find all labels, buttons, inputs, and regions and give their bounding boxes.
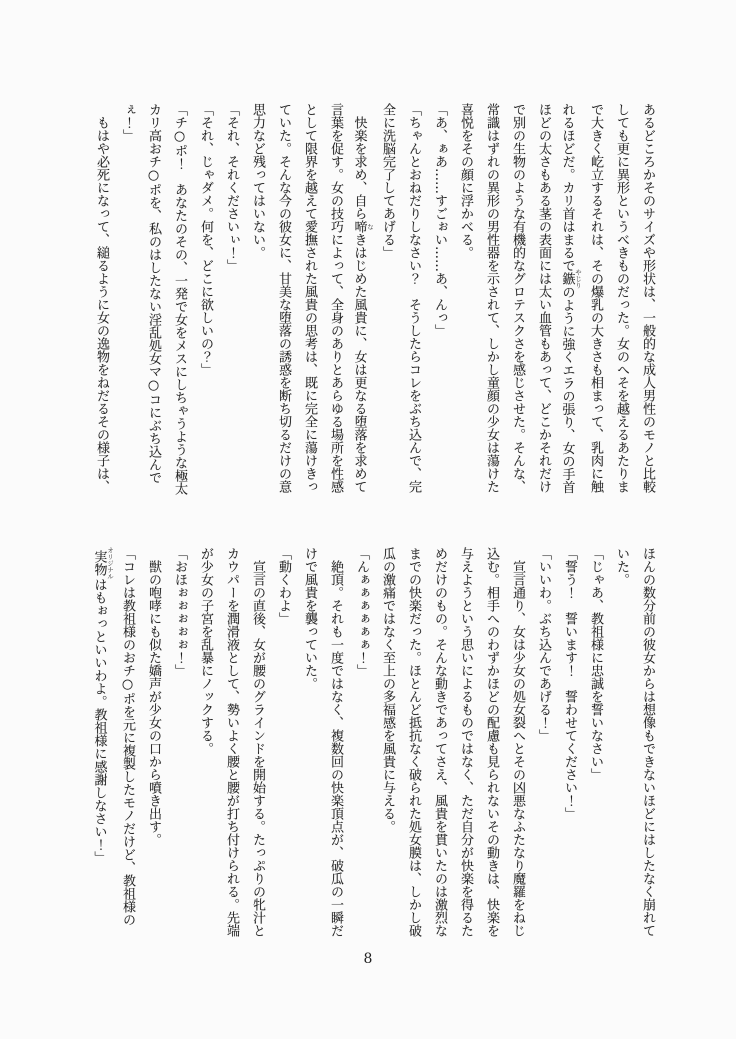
text-line: 「いいわ。ぶち込んであげる！」	[536, 547, 551, 742]
text-line: カリ高おチ○ポを、私のはしたない淫乱処女マ○コにぶち込んで	[146, 103, 161, 484]
text-line: 「それ、それくださいぃ！」	[224, 103, 239, 272]
text-line: いた。	[614, 547, 629, 586]
ruby-annotated-word: 啼 な	[351, 220, 374, 233]
text-line: めだけのもの。そんな動きであってさえ、風貴を貫いたのは激烈な	[432, 547, 447, 937]
text-line: 全に洗脳完了してあげる」	[380, 103, 395, 259]
text-line: ていた。そんな今の彼女に、甘美な堕落の誘惑を断ち切るだけの意	[276, 103, 291, 493]
ruby-annotated-word: 鏃 やじり	[559, 269, 582, 289]
text-line: 込む。相手へのわずかほどの配慮も見られないその動きは、快楽を	[484, 547, 499, 937]
text-line: 「あ、ぁあ……すごぉい……あ、んっ」	[432, 103, 447, 337]
text-line: 宣言通り、女は少女の処女裂へとその凶悪なふたなり魔羅をねじ	[510, 560, 525, 937]
text-line: カウパーを潤滑液として、勢いよく腰と腰が打ち付けられる。先端	[224, 547, 239, 937]
text-line: 快楽を求め、自ら啼 なきはじめた風貴に、女は更なる堕落を求めて	[351, 116, 374, 493]
text-line: 「んぁぁぁぁぁぁ！」	[354, 547, 369, 677]
page-number: 8	[363, 951, 373, 967]
text-line: れるほどだ。カリ首はまるで鏃 やじりのように強くエラの張り、女の手首	[559, 103, 582, 494]
text-line: 獣の咆哮にも似た嬌声が少女の口から噴き出す。	[146, 560, 161, 846]
text-line: あるどころかそのサイズや形状は、一般的な成人男性のモノと比較	[640, 103, 655, 493]
text-line: ほんの数分前の彼女からは想像もできないほどにはしたなく崩れて	[640, 547, 655, 937]
text-line: 「おほぉぉぉぉぉ！」	[172, 547, 187, 677]
bottom-text-block	[88, 547, 660, 937]
text-line: 「チ○ポ！ あなたのその、一発で女をメスにしちゃうような極太	[172, 103, 187, 495]
text-line: 宣言の直後、女が腰のグラインドを開始する。たっぷりの牝汁と	[250, 560, 265, 937]
text-line: 「コレは教祖様のおチ○ポを元に複製したモノだけど、教祖様の	[120, 547, 135, 926]
text-line: 「ちゃんとおねだりしなさい？ そうしたらコレをぶち込んで、完	[406, 103, 421, 493]
text-line: ほどの太さもある茎の表面には太い血管もあって、どこかそれだけ	[536, 103, 551, 493]
text-line: 思力など残ってはいない。	[250, 103, 265, 259]
text-line: 常識はずれの異形の男性器を示されて、しかし童顔の少女は蕩けた	[484, 103, 499, 493]
text-line: しても更に異形というべきものだった。女のへそを越えるあたりま	[614, 103, 629, 493]
text-line: もはや必死になって、縋るように女の逸物をねだるその様子は、	[94, 116, 109, 493]
text-line: 実物 オリジナルはもぉっといいわよ。教祖様に感謝しなさい！」	[91, 547, 114, 864]
text-line: で別の生物のような有機的なグロテスクさを感じさせた。そんな、	[510, 103, 525, 493]
text-line: で大きく屹立するそれは、その爆乳の大きさも相まって、乳肉に触	[588, 103, 603, 493]
top-text-block	[88, 103, 660, 493]
text-line: 絶頂。それも一度ではなく、複数回の快楽頂点が、破瓜の一瞬だ	[328, 560, 343, 937]
ruby-annotated-word: 実物 オリジナル	[91, 547, 114, 580]
text-line: までの快楽だった。ほとんど抵抗なく破られた処女膜は、しかし破	[406, 547, 421, 937]
text-line: 言葉を促す。女の技巧によって、全身のありとあらゆる場所を性感	[328, 103, 343, 493]
text-line: 与えようという思いによるものではなく、ただ自分が快楽を得るた	[458, 547, 473, 937]
text-line: けで風貴を襲っていた。	[302, 547, 317, 690]
text-line: 「それ、じゃダメ。何を、どこに欲しいの？」	[198, 103, 213, 376]
text-line: 喜悦をその顔に浮かべる。	[458, 103, 473, 259]
text-line: として限界を越えて愛撫された風貴の思考は、既に完全に蕩けきっ	[302, 103, 317, 493]
text-line: が少女の子宮を乱暴にノックする。	[198, 547, 213, 755]
text-line: 瓜の激痛ではなく至上の多福感を風貴に与える。	[380, 547, 395, 833]
text-line: 「じゃあ、教祖様に忠誠を誓いなさい」	[588, 547, 603, 781]
text-line: ぇ！」	[120, 103, 135, 142]
text-line: 「誓う！ 誓います！ 誓わせてください！」	[562, 547, 577, 820]
text-line: 「動くわよ」	[276, 547, 291, 625]
